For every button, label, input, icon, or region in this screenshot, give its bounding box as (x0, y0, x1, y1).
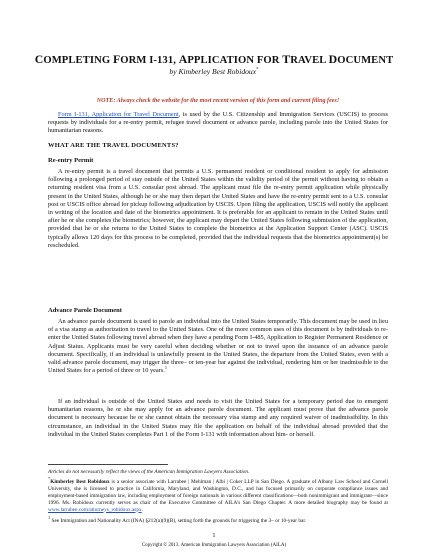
intro-paragraph: Form I-131, Application for Travel Document, is used by the U.S. Citizenship and Immigration Services (USCIS) to process requests by individuals for a re-entry permit, refugee travel document or advance parole, including parole into the United States for humanitarian reasons. (48, 111, 388, 135)
author-bio-link[interactable]: www.larrabee.com/attorneys_robidoux.aspx (48, 506, 142, 513)
author-footnote-marker: * (256, 67, 259, 73)
disclaimer-footnote: Articles do not necessarily reflect the views of the American Immigration Lawyers Association. (48, 469, 250, 475)
footnote-1: $^1$ See Immigration and Nationality Act (INA) §212(a)(9)(B), setting forth the grounds for triggering the 3– or 10-year bar. (48, 515, 307, 524)
advance-parole-paragraph-1: An advance parole document is used to parole an individual into the United States temporarily. This document may be used in lieu of a visa stamp as authorization to travel to the United States. One of the more common uses of this document is by individuals to re-enter the United States following travel abroad when they have a pending Form I-485, Application to Register Permanent Residence or Adjust Status. Applicants must be very careful when deciding whether or not to travel upon the issuance of an advance parole document. Specifically, if an individual is unlawfully present in the United States, the departure from the United States, even with a valid advance parole document, may trigger the three– or ten-year bar against the individual, rendering him or her inadmissible to the United States for a period of three or 10 years.$^1$ (48, 318, 388, 375)
filing-fee-note: NOTE: Always check the website for the most recent version of this form and current filing fees! (96, 98, 340, 104)
footnote-marker-1: 1 (164, 365, 168, 371)
page-title: COMPLETING FORM I-131, APPLICATION FOR TRAVEL DOCUMENT (34, 52, 394, 66)
reentry-heading: Re-entry Permit (48, 157, 94, 164)
author-footnote: *Kimberley Best Robidoux is a senior associate with Larrabee | Mehlman | Albi | Coker LLP in San Diego. A graduate of Albany Law School and Cornell University, she is licensed to practice in California, Maryland, and Washington, D.C., and has focused primarily on corporate compliance issues and employment-based immigration law, including employment of foreign nationals in various different classifications—both nonimmigrant and immigrant—since 1996. Ms. Robidoux currently serves as chair of the Executive Committee of AILA's San Diego Chapter. A more detailed biography may be found at www.larrabee.com/attorneys_robidoux.aspx. (48, 476, 388, 513)
form-i131-link[interactable]: Form I-131, Application for Travel Document (58, 111, 179, 118)
copyright-notice: Copyright © 2013. American Immigration Lawyers Association (AILA) (141, 543, 287, 548)
reentry-paragraph: A re-entry permit is a travel document that permits a U.S. permanent resident or conditional resident to apply for admission following a prolonged period of stay outside of the United States within the validity period of the permit without having to obtain a returning resident visa from a U.S. consular post abroad. The applicant must file the re-entry permit application while physically present in the United States, although he or she may then depart the United States and have the re-entry permit sent to a U.S. consular post or USCIS office abroad for pickup following adjudication by USCIS. Upon filing the application, USCIS will notify the applicant in writing of the location and date of the biometrics appointment. It is preferable for an applicant to remain in the United States until after he or she completes the biometrics; however, the applicant may depart the United States following submission of the application, provided that he or she returns to the United States to complete the biometrics at the Application Support Center (ASC). USCIS typically allows 120 days for this process to be completed, provided that the individual requests that the biometrics appointment(s) be rescheduled. (48, 168, 388, 249)
author-byline: by Kimberley Best Robidoux* (169, 67, 259, 76)
advance-parole-heading: Advance Parole Document (48, 307, 122, 314)
advance-parole-paragraph-2: If an individual is outside of the United States and needs to visit the United States for a temporary period due to emergent humanitarian reasons, he or she may apply for an advance parole document. The applicant must prove that the advance parole document is necessary because he or she cannot obtain the necessary visa stamp and any required waiver of inadmissibility. In this circumstance, an individual in the United States may file the application on behalf of the individual abroad provided that the individual in the United States completes Part 1 of the Form I-131 with information about him- or herself. (48, 398, 388, 438)
page-number: 1 (212, 532, 216, 539)
footnote-divider (48, 464, 168, 465)
section-heading: WHAT ARE THE TRAVEL DOCUMENTS? (48, 142, 179, 149)
